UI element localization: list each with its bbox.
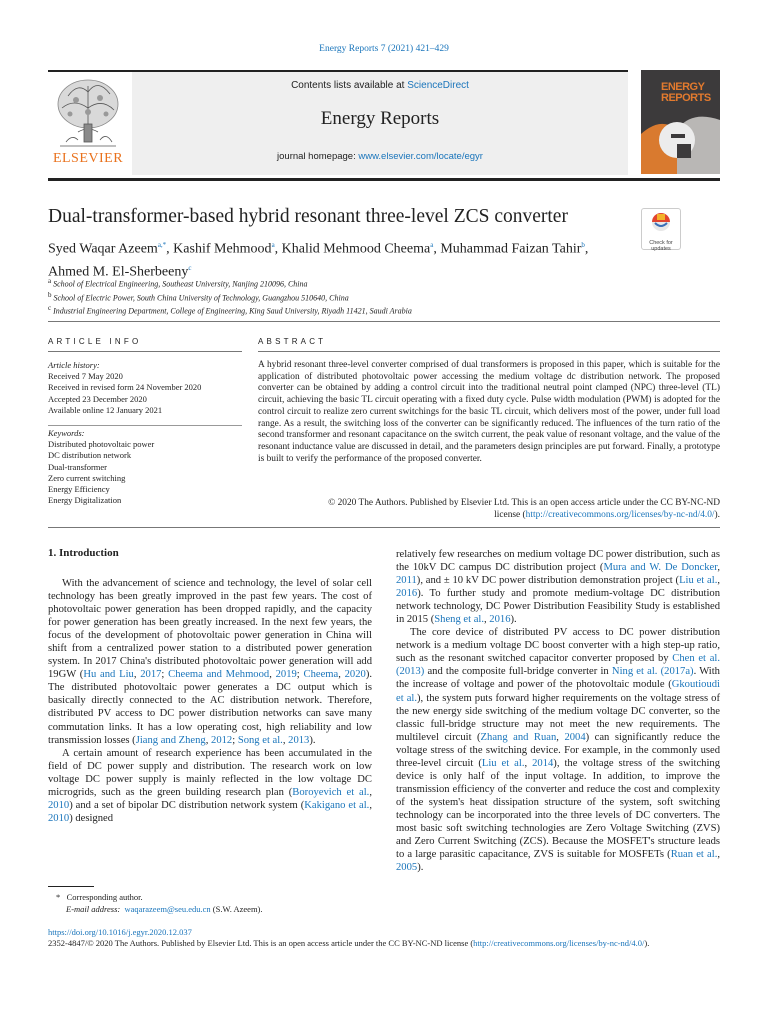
paragraph-text: , xyxy=(717,849,720,861)
paragraph xyxy=(396,626,720,874)
author-name[interactable]: Kashif Mehmood xyxy=(173,241,272,257)
footnote-rule xyxy=(48,886,94,887)
history-item: Received in revised form 24 November 2020 xyxy=(48,382,202,393)
footer-legal-text: 2352-4847/© 2020 The Authors. Published by Elsevier Ltd. This is an open access article under the CC BY-NC-ND license ( xyxy=(48,938,474,948)
citation-link[interactable]: 2016 xyxy=(396,588,418,600)
paragraph xyxy=(48,747,372,825)
citation-link[interactable]: 2010 xyxy=(48,799,70,811)
check-for-updates-badge[interactable] xyxy=(641,208,681,250)
keywords-rule xyxy=(48,425,242,426)
paragraph-text: , xyxy=(484,614,490,626)
affiliation-item xyxy=(48,276,648,290)
paragraph xyxy=(48,577,372,747)
paragraph xyxy=(396,548,720,626)
body-column-right xyxy=(396,548,720,874)
footer-legal-end: ). xyxy=(644,938,650,948)
body-column-left xyxy=(48,577,372,825)
citation-link[interactable]: 2010 xyxy=(48,812,70,824)
cover-title-line-1: ENERGY xyxy=(661,81,705,93)
paragraph-text: , xyxy=(717,562,720,574)
paragraph-text: , xyxy=(369,786,372,798)
check-updates-line-2: updates xyxy=(651,246,671,252)
affiliation-rule xyxy=(48,321,720,322)
email-label: E-mail address: xyxy=(66,904,121,914)
keyword-item: Dual-transformer xyxy=(48,461,108,472)
keyword-item: Distributed photovoltaic power xyxy=(48,439,155,450)
citation-link[interactable]: Mura and W. De Doncker xyxy=(603,562,718,574)
citation-link[interactable]: 2005 xyxy=(396,862,418,874)
sciencedirect-link[interactable]: ScienceDirect xyxy=(407,80,469,91)
abstract-text: A hybrid resonant three-level converter comprised of dual transformers is proposed in this paper, which is suitable for the application of distributed photovoltaic power accessing the medium voltage dc distribution network. The proposed converter can be obtained by adding a control circuit into the traditional neutral point clamped (NPC) three-level (TL) circuit, achieving the basic TL circuit operating with a fixed duty cycle. Pulse width modulation (PWM) is adopted for the control circuit to realize zero current switchings for the basic TL circuit, which delivers most of the power, under full load range. As a result, the switching loss of the converter can be significantly reduced. The influences of the turn ratio of the second transformer and resonant capacitance on the switch current, the peak value of resonant voltage, and the value of the resonant inductance value are discussed in detail, and the parameters design principles are put forward. Finally, a prototype is built to verify the performance of the proposed converter. xyxy=(258,360,720,464)
citation-link[interactable]: Boroyevich et al. xyxy=(292,786,370,798)
cover-title-line-2: REPORTS xyxy=(661,92,711,104)
paragraph-text: and the composite full-bridge converter in xyxy=(424,666,612,678)
citation-link[interactable]: Gkoutioudi et al. xyxy=(396,679,720,704)
paragraph-text: A certain amount of research experience has been accumulated in the field of DC power supply and distribution. The research work on low voltage DC power supply is mainly reflected in the low voltage DC microgrids, such as the green building research plan ( xyxy=(48,747,372,798)
citation-link[interactable]: Ning et al. (2017a) xyxy=(611,666,694,678)
citation-link[interactable]: Cheema xyxy=(303,669,339,681)
paragraph-text: ) designed xyxy=(69,812,114,824)
history-label: Article history: xyxy=(48,360,100,370)
email-link[interactable]: waqarazeem@seu.edu.cn xyxy=(124,904,211,914)
masthead-top-rule xyxy=(48,70,628,72)
paragraph-text: ), the voltage stress of the switching device is only half of the input voltage. In addition, to improve the transmission efficiency of the converter and reduce the cost and complexity of the system's heat dissipation structure of the system, soft switching technology can be incorporated into the three levels of DC converters. The most basic soft switching technologies are Zero Voltage Switching (ZVS) and Zero Current Switching (ZCS). Because the MOSFET's structure leads to a large parasitic capacitance, ZVS is suitable for MOSFETs ( xyxy=(396,757,721,861)
paragraph-text: , xyxy=(369,799,372,811)
cover-title xyxy=(661,82,711,104)
author-affiliation-mark[interactable]: c xyxy=(188,263,192,272)
article-history xyxy=(48,360,242,416)
check-updates-icon xyxy=(642,209,680,235)
copyright-license-prefix: license ( xyxy=(494,509,526,520)
affiliation-item xyxy=(48,290,648,304)
paragraph-text: ; xyxy=(161,669,169,681)
affiliation-key: b xyxy=(48,290,52,299)
homepage-link[interactable]: www.elsevier.com/locate/egyr xyxy=(358,151,483,162)
paragraph-text: ). xyxy=(309,734,316,746)
citation-link[interactable]: 2014 xyxy=(532,757,554,769)
affiliation-key: c xyxy=(48,304,52,313)
homepage-prefix: journal homepage: xyxy=(277,151,359,162)
author-name[interactable]: Ahmed M. El-Sherbeeny xyxy=(48,264,189,280)
elsevier-wordmark: ELSEVIER xyxy=(52,151,124,166)
contents-line xyxy=(132,80,628,91)
citation-link[interactable]: Liu et al. xyxy=(481,757,525,769)
paragraph-text: , xyxy=(338,669,345,681)
journal-title: Energy Reports xyxy=(320,108,440,129)
keyword-item: Zero current switching xyxy=(48,472,126,483)
affiliation-text: Industrial Engineering Department, College of Engineering, King Saud University, Riyadh 11421, Saudi Arabia xyxy=(51,306,412,316)
citation-link[interactable]: Jiang and Zheng xyxy=(135,734,206,746)
history-item: Available online 12 January 2021 xyxy=(48,404,163,415)
author-affiliation-mark[interactable]: a,* xyxy=(157,241,167,249)
author-separator: , xyxy=(584,241,589,257)
citation-link[interactable]: 2016 xyxy=(489,614,511,626)
author-name[interactable]: Khalid Mehmood Cheema xyxy=(281,241,431,257)
citation-link[interactable]: 2019 xyxy=(275,669,297,681)
citation-link[interactable]: Sheng et al. xyxy=(434,614,484,626)
paragraph-text: . With the increase of voltage and power of the photovoltaic module ( xyxy=(396,666,720,691)
masthead-bottom-rule xyxy=(48,178,720,181)
author-separator: , xyxy=(274,241,282,257)
check-updates-line-1: Check for xyxy=(649,240,673,246)
author-separator: , xyxy=(433,241,441,257)
paragraph-text: ), and ± 10 kV DC power distribution demonstration project ( xyxy=(416,575,680,587)
author-list xyxy=(48,236,628,281)
email-suffix: (S.W. Azeem). xyxy=(212,904,263,914)
citation-link[interactable]: Kakigano et al. xyxy=(304,799,370,811)
keywords-label: Keywords: xyxy=(48,428,85,438)
footnote-mark: * xyxy=(56,892,61,902)
copyright-license-suffix: ). xyxy=(714,509,720,520)
abstract-heading: ABSTRACT xyxy=(258,337,327,346)
journal-reference[interactable]: Energy Reports 7 (2021) 421–429 xyxy=(319,44,449,54)
citation-link[interactable]: 2020 xyxy=(344,669,366,681)
paragraph-text: , xyxy=(524,757,533,769)
citation-link[interactable]: 2011 xyxy=(396,575,417,587)
license-link[interactable]: http://creativecommons.org/licenses/by-nc-nd/4.0/ xyxy=(525,509,715,520)
keywords-list xyxy=(48,428,242,506)
paragraph-text: ). To further study and promote medium-voltage DC distribution network technology, DC Power Distribution Feasibility Study is established in 2015 ( xyxy=(396,588,720,626)
author-affiliation-mark[interactable]: b xyxy=(581,241,585,249)
affiliations xyxy=(48,276,648,317)
citation-link[interactable]: Chen et al. (2013) xyxy=(396,653,720,678)
paragraph-text: , xyxy=(556,731,565,743)
paragraph-text: ). xyxy=(417,862,424,874)
affiliation-text: School of Electrical Engineering, Southeast University, Nanjing 210096, China xyxy=(51,279,308,289)
citation-link[interactable]: 2012 xyxy=(211,734,233,746)
citation-link[interactable]: Song et al. xyxy=(237,734,283,746)
paragraph-text: , xyxy=(282,734,289,746)
author-name[interactable]: Muhammad Faizan Tahir xyxy=(440,241,582,257)
paragraph-text: relatively few researches on medium voltage DC power distribution, such as the 10kV DC campus DC distribution project ( xyxy=(396,549,720,574)
doi-link[interactable]: https://doi.org/10.1016/j.egyr.2020.12.037 xyxy=(48,927,192,937)
affiliation-text: School of Electric Power, South China University of Technology, Guangzhou 510640, China xyxy=(51,293,349,303)
affiliation-item xyxy=(48,303,648,317)
citation-link[interactable]: Hu and Liu xyxy=(83,669,134,681)
paragraph-text: ), the system puts forward higher requirements on the voltage stress of the new energy side switching of the medium voltage DC converter, so the classic full-bridge structure may not meet the new requirements. The multilevel circuit ( xyxy=(396,692,720,743)
contents-prefix: Contents lists available at xyxy=(291,80,408,91)
footer-license-link[interactable]: http://creativecommons.org/licenses/by-nc-nd/4.0/ xyxy=(473,938,645,948)
paragraph-text: ). The distributed photovoltaic power generates a DC output which is basically directly connected to the AC distribution network. Therefore, distributed PV access to DC power distribution networks can save many commutation links. It has a low operating cost, high reliability and low transmission losses ( xyxy=(48,669,372,746)
affiliation-key: a xyxy=(48,277,52,285)
footer-legal xyxy=(48,938,720,950)
citation-link[interactable]: 2013 xyxy=(288,734,310,746)
paragraph-text: , xyxy=(717,575,720,587)
paragraph-text: , xyxy=(133,669,141,681)
history-item: Received 7 May 2020 xyxy=(48,371,123,382)
citation-link[interactable]: 2004 xyxy=(564,731,586,743)
keyword-item: Energy Digitalization xyxy=(48,495,122,506)
abstract-copyright xyxy=(258,498,720,521)
article-info-rule xyxy=(48,351,242,352)
journal-cover-thumbnail[interactable] xyxy=(641,70,720,174)
paragraph-text: ). xyxy=(510,614,517,626)
paragraph-text: , xyxy=(205,734,212,746)
paragraph-text: With the advancement of science and technology, the level of solar cell technology has been greatly improved in the past few years. The cost of photovoltaic power generation has been dropped rapidly, and the capacity for power generation has been greatly increased. In the next few years, the focus of the development of photovoltaic power generation in China will shift from a centralized power station to a distributed power generation system. In 2017 China's distributed photovoltaic power generation will add 19GW ( xyxy=(48,578,372,681)
section-heading-introduction: 1. Introduction xyxy=(48,547,119,559)
paragraph-text: ) can significantly reduce the voltage stress of the switching device. For example, in the commonly used three-level circuit ( xyxy=(396,731,720,769)
paragraph-text: , xyxy=(269,669,276,681)
citation-link[interactable]: 2017 xyxy=(140,669,162,681)
author-affiliation-mark[interactable]: a xyxy=(430,241,434,249)
keyword-item: DC distribution network xyxy=(48,450,132,461)
citation-link[interactable]: Cheema and Mehmood xyxy=(168,669,270,681)
paragraph-text: ; xyxy=(232,734,238,746)
journal-homepage xyxy=(132,151,628,162)
paragraph-text: ; xyxy=(296,669,304,681)
abstract-bottom-rule xyxy=(48,527,720,528)
paragraph-text: The core device of distributed PV access to DC power distribution network is a medium voltage DC boost converter with a high step-up ratio, such as the resonant switched capacitor converter proposed by xyxy=(396,627,720,665)
author-separator: , xyxy=(166,241,174,257)
citation-link[interactable]: Liu et al. xyxy=(679,575,718,587)
paragraph-text: ) and a set of bipolar DC distribution network system ( xyxy=(69,799,305,811)
abstract-rule xyxy=(258,351,720,352)
citation-link[interactable]: Zhang and Ruan xyxy=(480,731,557,743)
paper-title: Dual-transformer-based hybrid resonant three-level ZCS converter xyxy=(48,206,568,227)
author-name[interactable]: Syed Waqar Azeem xyxy=(48,241,158,257)
author-affiliation-mark[interactable]: a xyxy=(271,241,275,249)
history-item: Accepted 23 December 2020 xyxy=(48,393,147,404)
keyword-item: Energy Efficiency xyxy=(48,484,110,495)
citation-link[interactable]: Ruan et al. xyxy=(670,849,718,861)
corresponding-author-footnote xyxy=(48,891,372,915)
corresponding-author-label: Corresponding author. xyxy=(66,892,143,902)
copyright-line-1: © 2020 The Authors. Published by Elsevier Ltd. This is an open access article under the CC BY-NC-ND xyxy=(328,498,720,508)
article-info-heading: ARTICLE INFO xyxy=(48,337,142,346)
